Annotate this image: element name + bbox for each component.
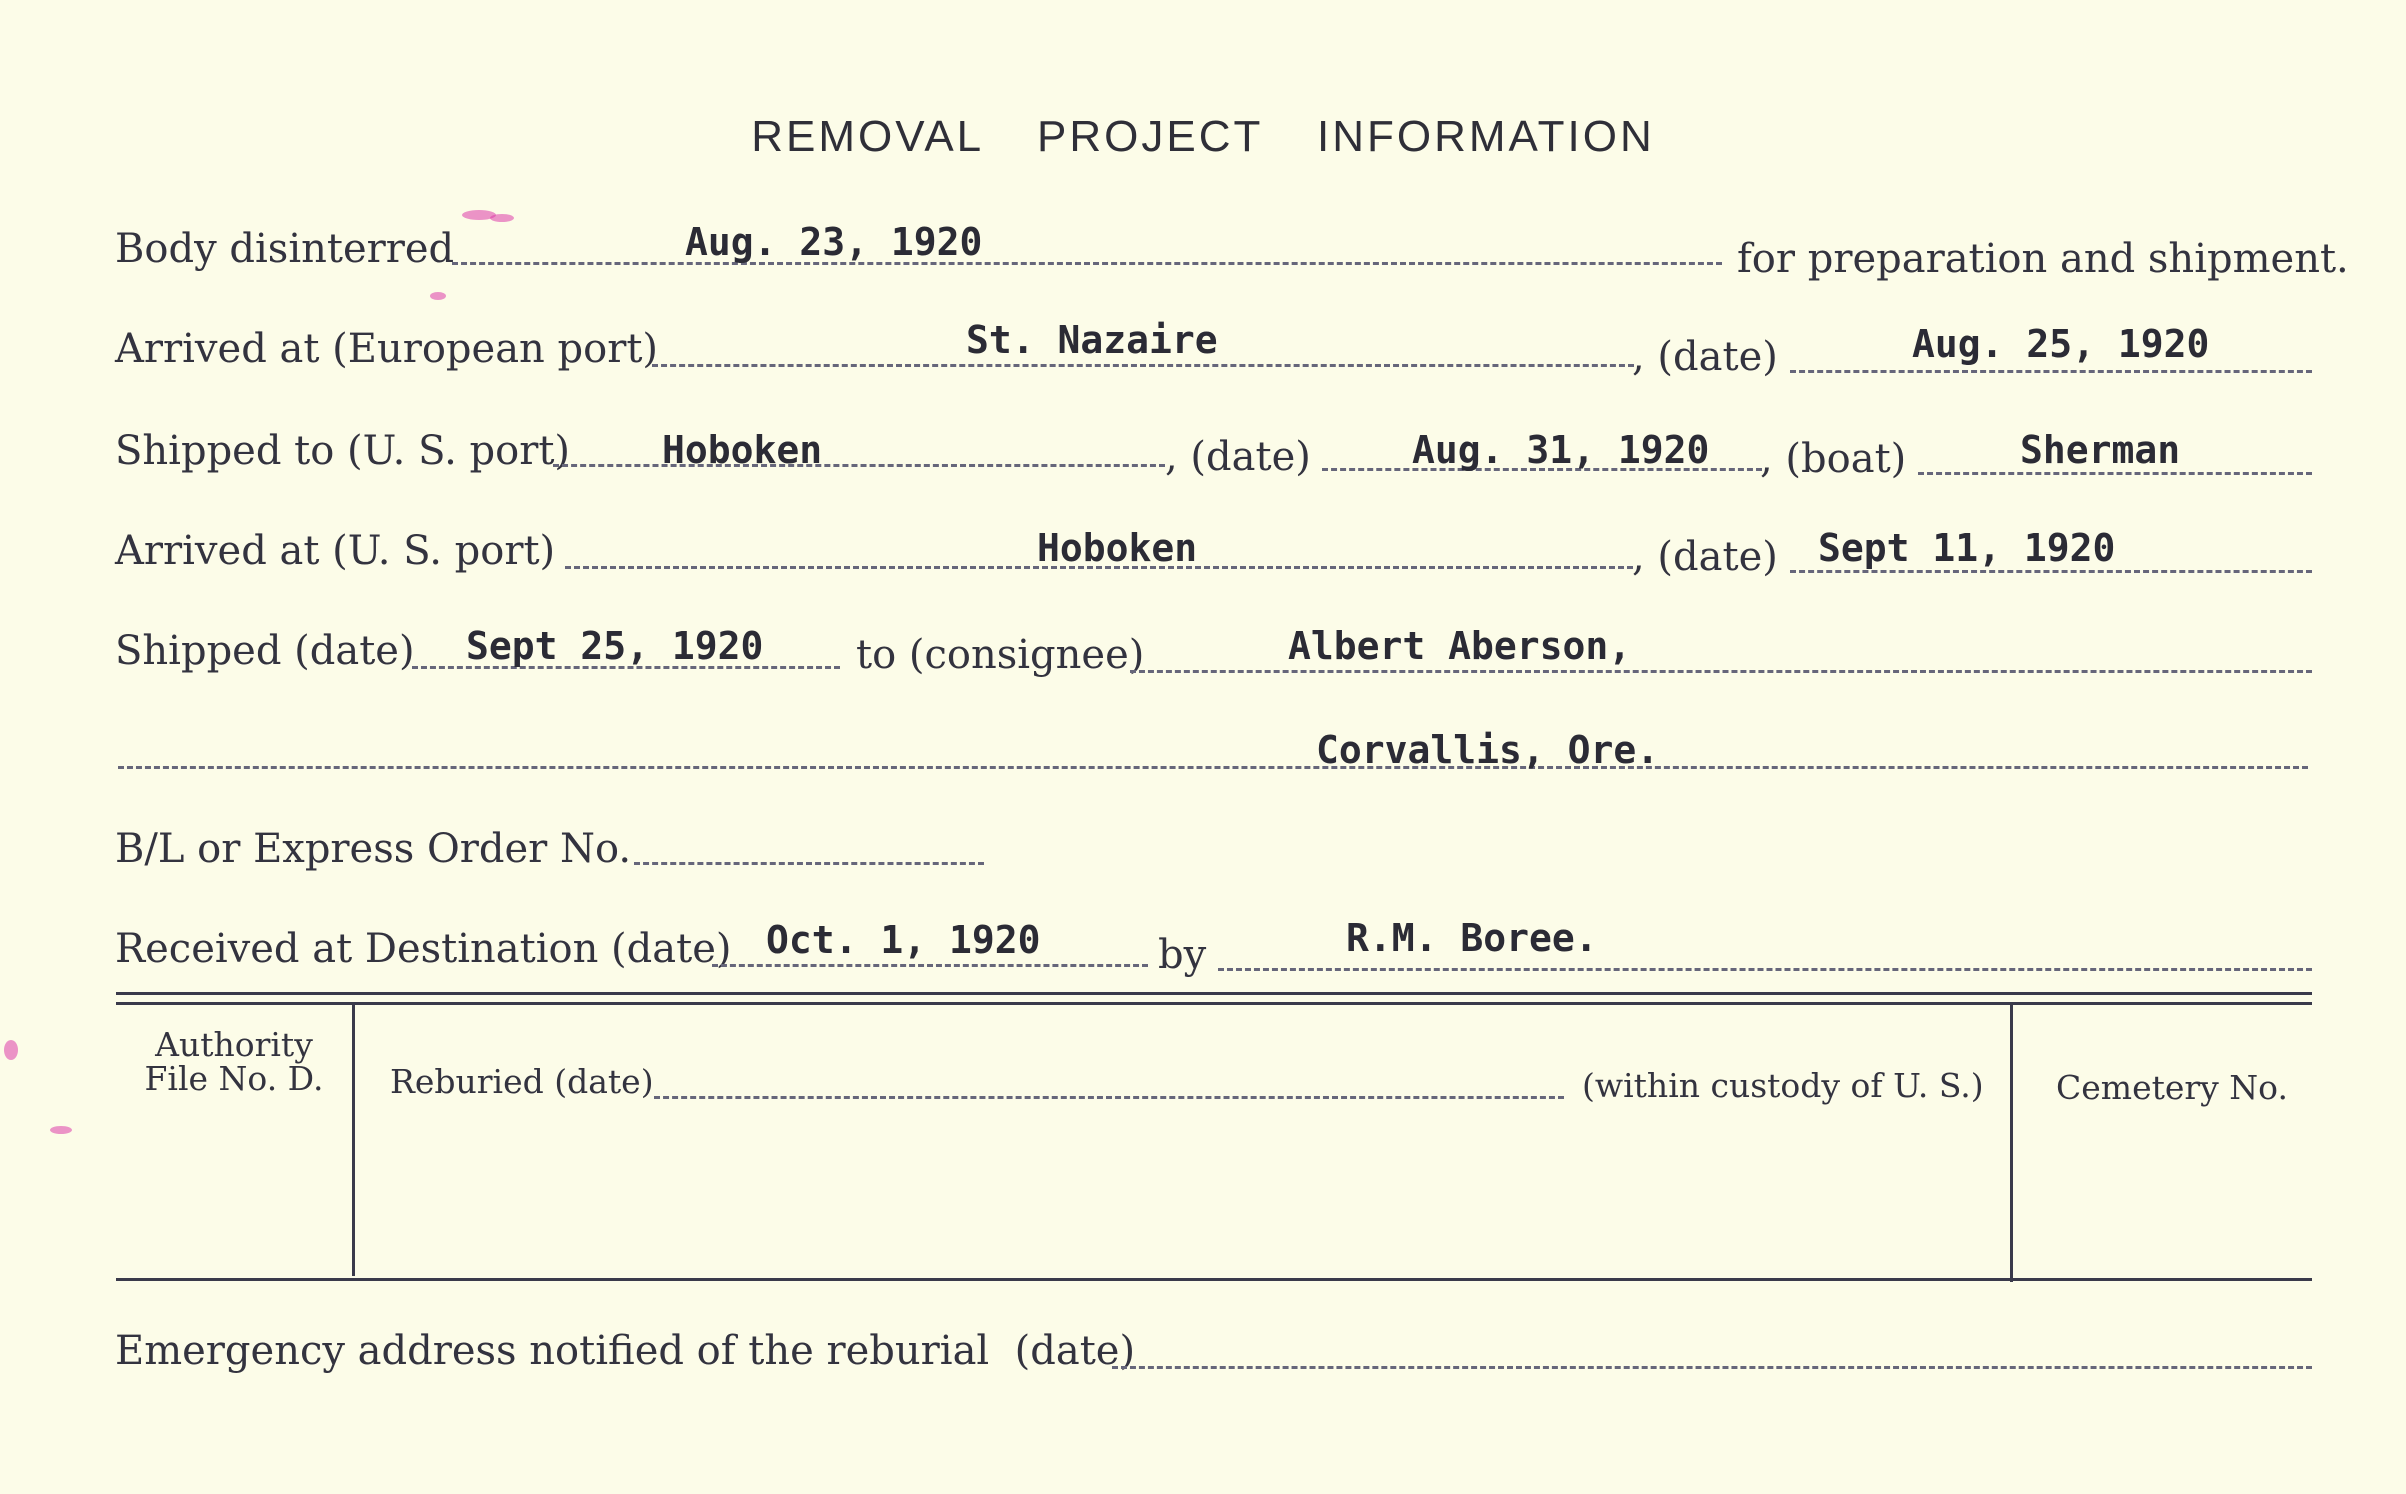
ink-stain: [490, 214, 514, 222]
arrived-europe-port: St. Nazaire: [966, 318, 1218, 362]
shipped-us-boat: Sherman: [2020, 428, 2181, 472]
disinterred-label: Body disinterred: [115, 226, 455, 272]
arrived-europe-date: Aug. 25, 1920: [1912, 322, 2210, 366]
shipped-us-date-label: , (date): [1165, 434, 1311, 480]
ink-stain: [50, 1126, 72, 1134]
shipped-us-label: Shipped to (U. S. port): [115, 428, 570, 474]
received-by-label: by: [1158, 932, 1207, 978]
arrived-europe-line: [652, 364, 1634, 367]
title-word-removal: REMOVAL: [751, 112, 983, 161]
bl-label: B/L or Express Order No.: [115, 826, 632, 872]
ink-stain: [4, 1040, 18, 1060]
arrived-europe-label: Arrived at (European port): [115, 326, 659, 372]
shipped-label: Shipped (date): [115, 628, 415, 674]
received-label: Received at Destination (date): [115, 926, 732, 972]
arrived-europe-date-line: [1790, 370, 2312, 373]
received-date: Oct. 1, 1920: [766, 918, 1041, 962]
consignee-label: to (consignee): [856, 632, 1145, 678]
disinterred-suffix: for preparation and shipment.: [1737, 236, 2349, 282]
reburied-line: [654, 1096, 1564, 1099]
consignee-address-line: [118, 766, 2308, 769]
emergency-line: [1112, 1366, 2312, 1369]
disinterred-value: Aug. 23, 1920: [685, 220, 983, 264]
table-top-rule-second: [116, 1002, 2312, 1005]
arrived-europe-date-label: , (date): [1632, 334, 1778, 380]
authority-header: [120, 1025, 348, 1098]
shipped-us-boat-label: , (boat): [1760, 436, 1907, 482]
received-by-line: [1218, 968, 2312, 971]
page-title: [0, 112, 2406, 162]
received-date-line: [712, 964, 1148, 967]
emergency-label: Emergency address notified of the reburial (date): [115, 1328, 1136, 1374]
title-word-project: PROJECT: [1037, 112, 1263, 161]
shipped-date: Sept 25, 1920: [466, 624, 764, 668]
bl-line: [634, 862, 984, 865]
consignee-line: [1130, 670, 2312, 673]
shipped-us-date: Aug. 31, 1920: [1412, 428, 1710, 472]
ink-stain: [430, 292, 446, 300]
arrived-us-label: Arrived at (U. S. port): [115, 528, 556, 574]
consignee-name: Albert Aberson,: [1288, 624, 1632, 668]
table-divider-right: [2010, 1004, 2013, 1282]
cemetery-label: Cemetery No.: [2056, 1068, 2288, 1107]
table-divider-left: [352, 1004, 355, 1276]
arrived-us-port: Hoboken: [1037, 526, 1198, 570]
table-bottom-rule: [116, 1278, 2312, 1281]
authority-header-line2: File No. D.: [144, 1059, 324, 1098]
arrived-us-date: Sept 11, 1920: [1818, 526, 2116, 570]
authority-header-line1: Authority: [155, 1025, 313, 1064]
shipped-us-boat-line: [1918, 472, 2312, 475]
arrived-us-date-label: , (date): [1632, 534, 1778, 580]
title-word-information: INFORMATION: [1317, 112, 1655, 161]
disinterred-line: [452, 262, 1722, 265]
arrived-us-date-line: [1790, 570, 2312, 573]
custody-label: (within custody of U. S.): [1582, 1066, 1984, 1105]
shipped-us-port: Hoboken: [662, 428, 823, 472]
consignee-address: Corvallis, Ore.: [1316, 728, 1660, 772]
shipped-us-line: [553, 464, 1165, 467]
received-by: R.M. Boree.: [1346, 916, 1598, 960]
reburied-label: Reburied (date): [390, 1062, 654, 1101]
table-top-rule: [116, 992, 2312, 995]
